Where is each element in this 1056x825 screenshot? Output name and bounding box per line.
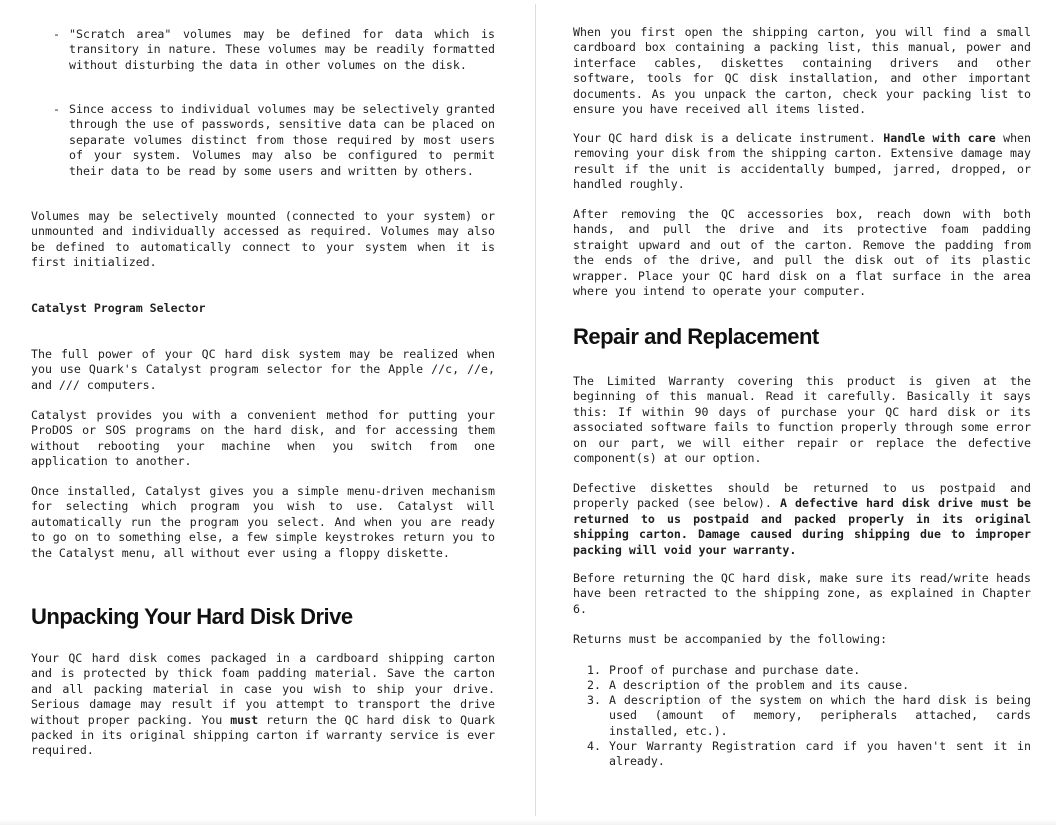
section-subheading: Catalyst Program Selector — [31, 301, 206, 315]
list-number: 1. — [587, 663, 601, 677]
section-heading: Repair and Replacement — [573, 324, 819, 349]
text-run: Your QC hard disk is a delicate instrument. — [573, 131, 884, 145]
list-text: Proof of purchase and purchase date. — [609, 663, 861, 677]
paragraph: Returns must be accompanied by the following: — [573, 632, 888, 646]
list-item — [53, 102, 495, 179]
emphasis: A defective hard disk drive must be returned to us postpaid and packed properly in its original shipping carton. Damage caused during shipping due to improper packing will void your warranty. — [573, 496, 1031, 557]
scan-edge — [0, 819, 1056, 825]
list-item — [587, 739, 1031, 770]
paragraph: After removing the QC accessories box, reach down with both hands, and pull the drive and its protective foam padding straight upward and out of the carton. Remove the padding from the ends of the drive, and pull the disk out of its plastic wrapper. Place your QC hard disk on a flat surface in the area where you intend to operate your computer. — [573, 207, 1031, 299]
bullet-text: "Scratch area" volumes may be defined for data which is transitory in nature. These volumes may be readily formatted without disturbing the data in other volumes on the disk. — [69, 27, 495, 72]
list-number: 3. — [587, 693, 601, 707]
bullet-mark: - — [53, 27, 60, 41]
list-text: A description of the problem and its cause. — [609, 678, 910, 692]
paragraph — [573, 131, 1031, 193]
list-text: A description of the system on which the hard disk is being used (amount of memory, peripherals attached, cards installed, etc.). — [609, 693, 1031, 738]
paragraph: When you first open the shipping carton, you will find a small cardboard box containing a packing list, this manual, power and interface cables, diskettes containing drivers and other software, tools for QC disk installation, and other important documents. As you unpack the carton, check your packing list to ensure you have received all items listed. — [573, 25, 1031, 117]
list-item — [53, 27, 495, 73]
bullet-text: Since access to individual volumes may be selectively granted through the use of passwords, sensitive data can be placed on separate volumes distinct from those required by most users of your system. Volumes may also be configured to permit their data to be read by some users and written by others. — [69, 102, 495, 178]
list-number: 2. — [587, 678, 601, 692]
text-run: Defective diskettes should be returned to us postpaid and properly packed (see below). — [573, 481, 1031, 511]
paragraph: Volumes may be selectively mounted (connected to your system) or unmounted and individually accessed as required. Volumes may also be defined to automatically connect to your system when it is first initialized. — [31, 209, 495, 270]
list-item — [587, 693, 1031, 739]
paragraph: Once installed, Catalyst gives you a simple menu-driven mechanism for selecting which program you wish to use. Catalyst will automatically run the program you select. And when you are ready to go on to something else, a few simple keystrokes return you to the Catalyst menu, all without ever using a floppy diskette. — [31, 484, 495, 560]
paragraph: The Limited Warranty covering this product is given at the beginning of this manual. Read it carefully. Basically it says this: If within 90 days of purchase your QC hard disk or its associated software fails to function properly through some error on our part, we will either repair or replace the defective component(s) at our option. — [573, 374, 1031, 466]
text-run: return the QC hard disk to Quark packed in its original shipping carton if warranty service is ever required. — [31, 712, 495, 758]
paragraph — [573, 481, 1031, 558]
list-text: Your Warranty Registration card if you haven't sent it in already. — [609, 739, 1031, 769]
text-run: when removing your disk from the shipping carton. Extensive damage may result if the unit is accidentally bumped, jarred, dropped, or handled roughly. — [573, 131, 1032, 192]
list-number: 4. — [587, 739, 601, 753]
section-heading: Unpacking Your Hard Disk Drive — [31, 604, 353, 629]
list-item — [587, 678, 1031, 693]
bullet-mark: - — [53, 102, 60, 116]
paragraph: The full power of your QC hard disk system may be realized when you use Quark's Catalyst program selector for the Apple //c, //e, and /// computers. — [31, 347, 495, 392]
emphasis: Handle with care — [883, 131, 996, 145]
emphasis: must — [230, 712, 259, 727]
page-gutter — [535, 4, 536, 816]
paragraph: Catalyst provides you with a convenient method for putting your ProDOS or SOS programs on the hard disk, and for accessing them without rebooting your machine when you switch from one application to another. — [31, 408, 495, 469]
text-run: Your QC hard disk comes packaged in a cardboard shipping carton and is protected by thick foam padding material. Save the carton and all packing material in case you wish to ship your drive. Serious damage may result if you attempt to transport the drive without proper packing. You — [31, 651, 495, 727]
paragraph — [31, 651, 495, 759]
list-item — [587, 663, 1031, 678]
paragraph: Before returning the QC hard disk, make sure its read/write heads have been retracted to the shipping zone, as explained in Chapter 6. — [573, 571, 1031, 616]
